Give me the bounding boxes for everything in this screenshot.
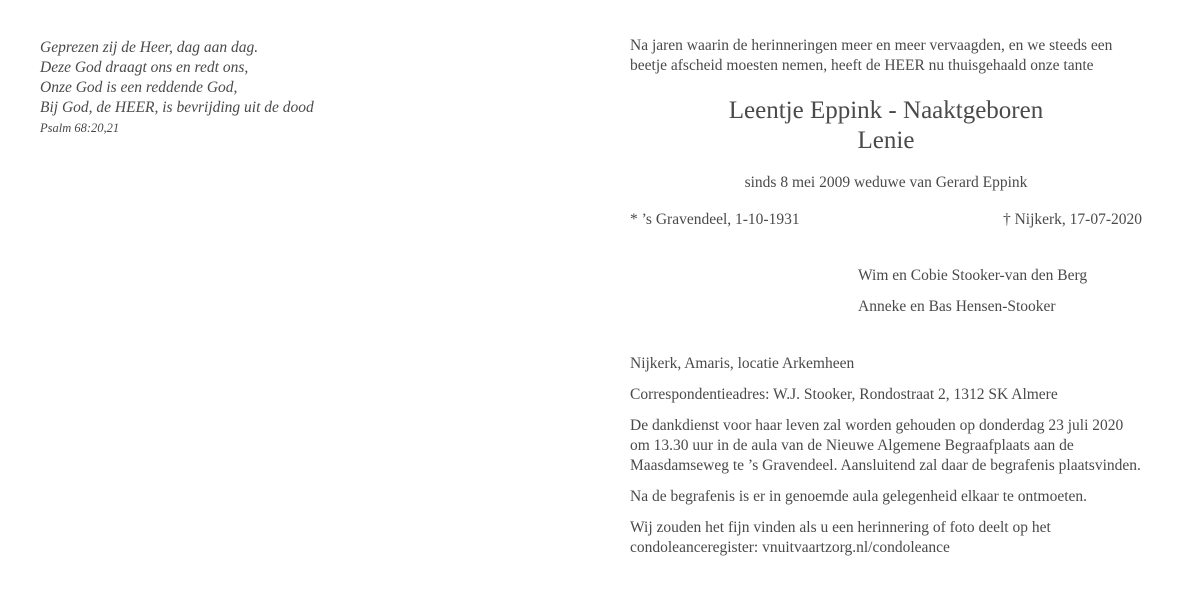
verse-reference: Psalm 68:20,21 — [40, 121, 120, 135]
right-page — [630, 0, 1150, 591]
meeting-text — [630, 487, 1145, 507]
verse-line: Onze God is een reddende God, — [40, 79, 238, 96]
full-name: Leentje Eppink - Naaktgeboren — [728, 97, 1044, 124]
service-line: Maasdamseweg te ’s Gravendeel. Aansluitend zal daar de begrafenis plaatsvinden. — [630, 457, 1141, 474]
nickname: Lenie — [857, 127, 915, 154]
left-page — [40, 38, 560, 138]
meeting-line: Na de begrafenis is er in genoemde aula gelegenheid elkaar te ontmoeten. — [630, 488, 1088, 505]
condolence-text — [630, 518, 1145, 558]
condolence-line: Wij zouden het fijn vinden als u een herinnering of foto deelt op het — [630, 519, 1051, 536]
service-line: om 13.30 uur in de aula van de Nieuwe Algemene Begraafplaats aan de — [630, 437, 1074, 454]
family-member: Anneke en Bas Hensen-Stooker — [858, 298, 1056, 315]
intro-line: Na jaren waarin de herinneringen meer en meer vervaagden, en we steeds een — [630, 37, 1113, 54]
birth-date: * ’s Gravendeel, 1-10-1931 — [630, 211, 800, 228]
location-text — [630, 354, 1145, 374]
condolence-line: condoleanceregister: vnuitvaartzorg.nl/condoleance — [630, 539, 950, 556]
widow-line: sinds 8 mei 2009 weduwe van Gerard Eppink — [744, 174, 1028, 191]
correspondence-line: Correspondentieadres: W.J. Stooker, Rondostraat 2, 1312 SK Almere — [630, 386, 1058, 403]
service-line: De dankdienst voor haar leven zal worden gehouden op donderdag 23 juli 2020 — [630, 417, 1124, 434]
family-member: Wim en Cobie Stooker-van den Berg — [858, 267, 1088, 284]
intro-text — [630, 36, 1145, 76]
verse-line: Bij God, de HEER, is bevrijding uit de dood — [40, 99, 314, 116]
location-line: Nijkerk, Amaris, locatie Arkemheen — [630, 355, 855, 372]
verse-line: Geprezen zij de Heer, dag aan dag. — [40, 39, 259, 56]
intro-line: beetje afscheid moesten nemen, heeft de HEER nu thuisgehaald onze tante — [630, 57, 1094, 74]
bible-verse — [40, 38, 560, 138]
practical-info — [630, 354, 1145, 569]
death-date: † Nijkerk, 17-07-2020 — [1002, 211, 1142, 228]
correspondence-text — [630, 385, 1145, 405]
verse-line: Deze God draagt ons en redt ons, — [40, 59, 249, 76]
family-list — [858, 266, 1087, 328]
deceased-name-block — [630, 96, 1142, 156]
service-text — [630, 416, 1145, 476]
